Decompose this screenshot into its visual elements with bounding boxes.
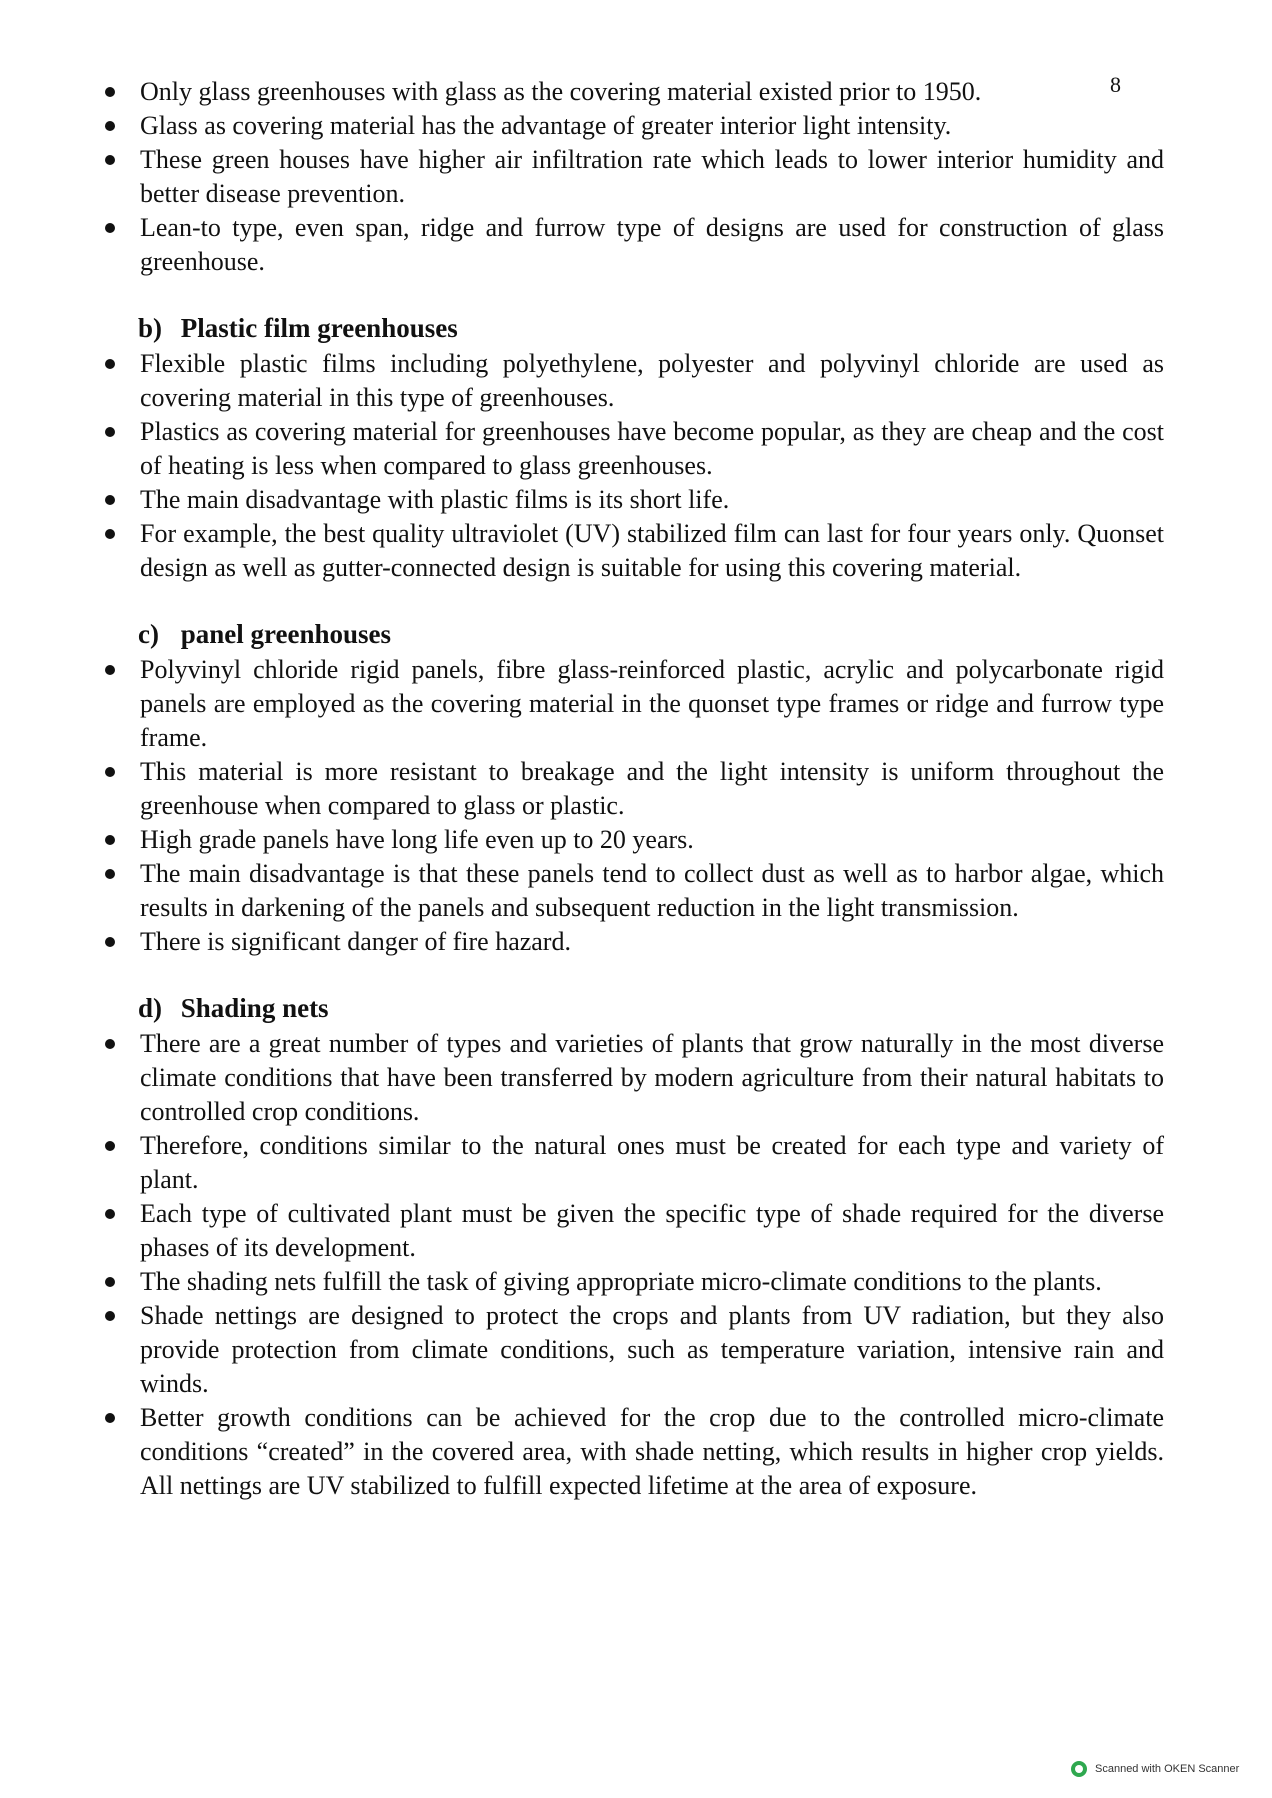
bullet-text: There is significant danger of fire hazard.: [140, 927, 571, 956]
bullet-text: Only glass greenhouses with glass as the covering material existed prior to 1950.: [140, 77, 982, 106]
bullet-icon: [105, 427, 115, 437]
section-bullet-list: [100, 653, 1164, 959]
bullet-text: Flexible plastic films including polyethylene, polyester and polyvinyl chloride are used as covering material in this type of greenhouses.: [140, 349, 1164, 412]
section-heading: [138, 617, 1164, 651]
bullet-text: High grade panels have long life even up to 20 years.: [140, 825, 694, 854]
bullet-icon: [105, 495, 115, 505]
bullet-text: The shading nets fulfill the task of giving appropriate micro-climate conditions to the plants.: [140, 1267, 1102, 1296]
section-panel: [100, 617, 1164, 959]
intro-bullet-list: [100, 75, 1164, 279]
bullet-icon: [105, 937, 115, 947]
section-title: Shading nets: [180, 993, 329, 1023]
bullet-item: [100, 483, 1164, 517]
bullet-icon: [105, 665, 115, 675]
bullet-text: Glass as covering material has the advantage of greater interior light intensity.: [140, 111, 952, 140]
bullet-icon: [105, 1311, 115, 1321]
bullet-item: [100, 211, 1164, 279]
bullet-item: [100, 517, 1164, 585]
bullet-item: [100, 823, 1164, 857]
bullet-item: [100, 415, 1164, 483]
bullet-icon: [105, 223, 115, 233]
bullet-icon: [105, 1277, 115, 1287]
bullet-text: For example, the best quality ultraviolet (UV) stabilized film can last for four years only. Quonset design as well as gutter-connected design is suitable for using this covering material.: [140, 519, 1164, 582]
bullet-text: The main disadvantage is that these panels tend to collect dust as well as to harbor algae, which results in darkening of the panels and subsequent reduction in the light transmission.: [140, 859, 1164, 922]
bullet-text: These green houses have higher air infiltration rate which leads to lower interior humidity and better disease prevention.: [140, 145, 1164, 208]
scanner-watermark-text: Scanned with OKEN Scanner: [1095, 1763, 1240, 1775]
section-bullet-list: [100, 1027, 1164, 1503]
bullet-text: The main disadvantage with plastic films is its short life.: [140, 485, 730, 514]
bullet-item: [100, 1265, 1164, 1299]
section-heading: [138, 311, 1164, 345]
bullet-icon: [105, 1039, 115, 1049]
bullet-item: [100, 755, 1164, 823]
bullet-icon: [105, 87, 115, 97]
bullet-text: Plastics as covering material for greenhouses have become popular, as they are cheap and the cost of heating is less when compared to glass greenhouses.: [140, 417, 1164, 480]
bullet-item: [100, 857, 1164, 925]
bullet-item: [100, 1027, 1164, 1129]
bullet-text: Therefore, conditions similar to the natural ones must be created for each type and variety of plant.: [140, 1131, 1164, 1194]
section-plastic-film: [100, 311, 1164, 585]
intro-section: [100, 75, 1164, 279]
bullet-icon: [105, 1141, 115, 1151]
bullet-icon: [105, 1209, 115, 1219]
bullet-text: There are a great number of types and varieties of plants that grow naturally in the most diverse climate conditions that have been transferred by modern agriculture from their natural habitats to controlled crop conditions.: [140, 1029, 1164, 1126]
oken-scanner-logo-icon: [1071, 1761, 1087, 1777]
section-label: d): [138, 993, 163, 1023]
bullet-icon: [105, 835, 115, 845]
section-bullet-list: [100, 347, 1164, 585]
bullet-icon: [105, 767, 115, 777]
bullet-text: Lean-to type, even span, ridge and furrow type of designs are used for construction of glass greenhouse.: [140, 213, 1164, 276]
bullet-icon: [105, 869, 115, 879]
bullet-text: This material is more resistant to breakage and the light intensity is uniform throughout the greenhouse when compared to glass or plastic.: [140, 757, 1164, 820]
section-label: b): [138, 313, 163, 343]
section-label: c): [138, 619, 159, 649]
bullet-icon: [105, 359, 115, 369]
section-title: panel greenhouses: [180, 619, 392, 649]
bullet-item: [100, 347, 1164, 415]
bullet-text: Better growth conditions can be achieved for the crop due to the controlled micro-climate conditions “created” in the covered area, with shade netting, which results in higher crop yields. All nettings are UV stabilized to fulfill expected lifetime at the area of exposure.: [140, 1403, 1164, 1500]
bullet-item: [100, 653, 1164, 755]
bullet-item: [100, 75, 1164, 109]
bullet-icon: [105, 529, 115, 539]
bullet-item: [100, 143, 1164, 211]
document-body: [100, 75, 1164, 1503]
bullet-icon: [105, 121, 115, 131]
section-title: Plastic film greenhouses: [180, 313, 458, 343]
bullet-text: Each type of cultivated plant must be given the specific type of shade required for the diverse phases of its development.: [140, 1199, 1164, 1262]
section-heading: [138, 991, 1164, 1025]
bullet-item: [100, 925, 1164, 959]
page-number: 8: [1110, 72, 1121, 97]
bullet-item: [100, 1197, 1164, 1265]
section-shading-nets: [100, 991, 1164, 1503]
bullet-item: [100, 1129, 1164, 1197]
bullet-icon: [105, 155, 115, 165]
bullet-item: [100, 1299, 1164, 1401]
bullet-item: [100, 109, 1164, 143]
bullet-text: Polyvinyl chloride rigid panels, fibre glass-reinforced plastic, acrylic and polycarbonate rigid panels are employed as the covering material in the quonset type frames or ridge and furrow type frame.: [140, 655, 1164, 752]
bullet-item: [100, 1401, 1164, 1503]
bullet-text: Shade nettings are designed to protect the crops and plants from UV radiation, but they also provide protection from climate conditions, such as temperature variation, intensive rain and winds.: [140, 1301, 1164, 1398]
bullet-icon: [105, 1413, 115, 1423]
scanner-watermark: [1071, 1761, 1239, 1777]
